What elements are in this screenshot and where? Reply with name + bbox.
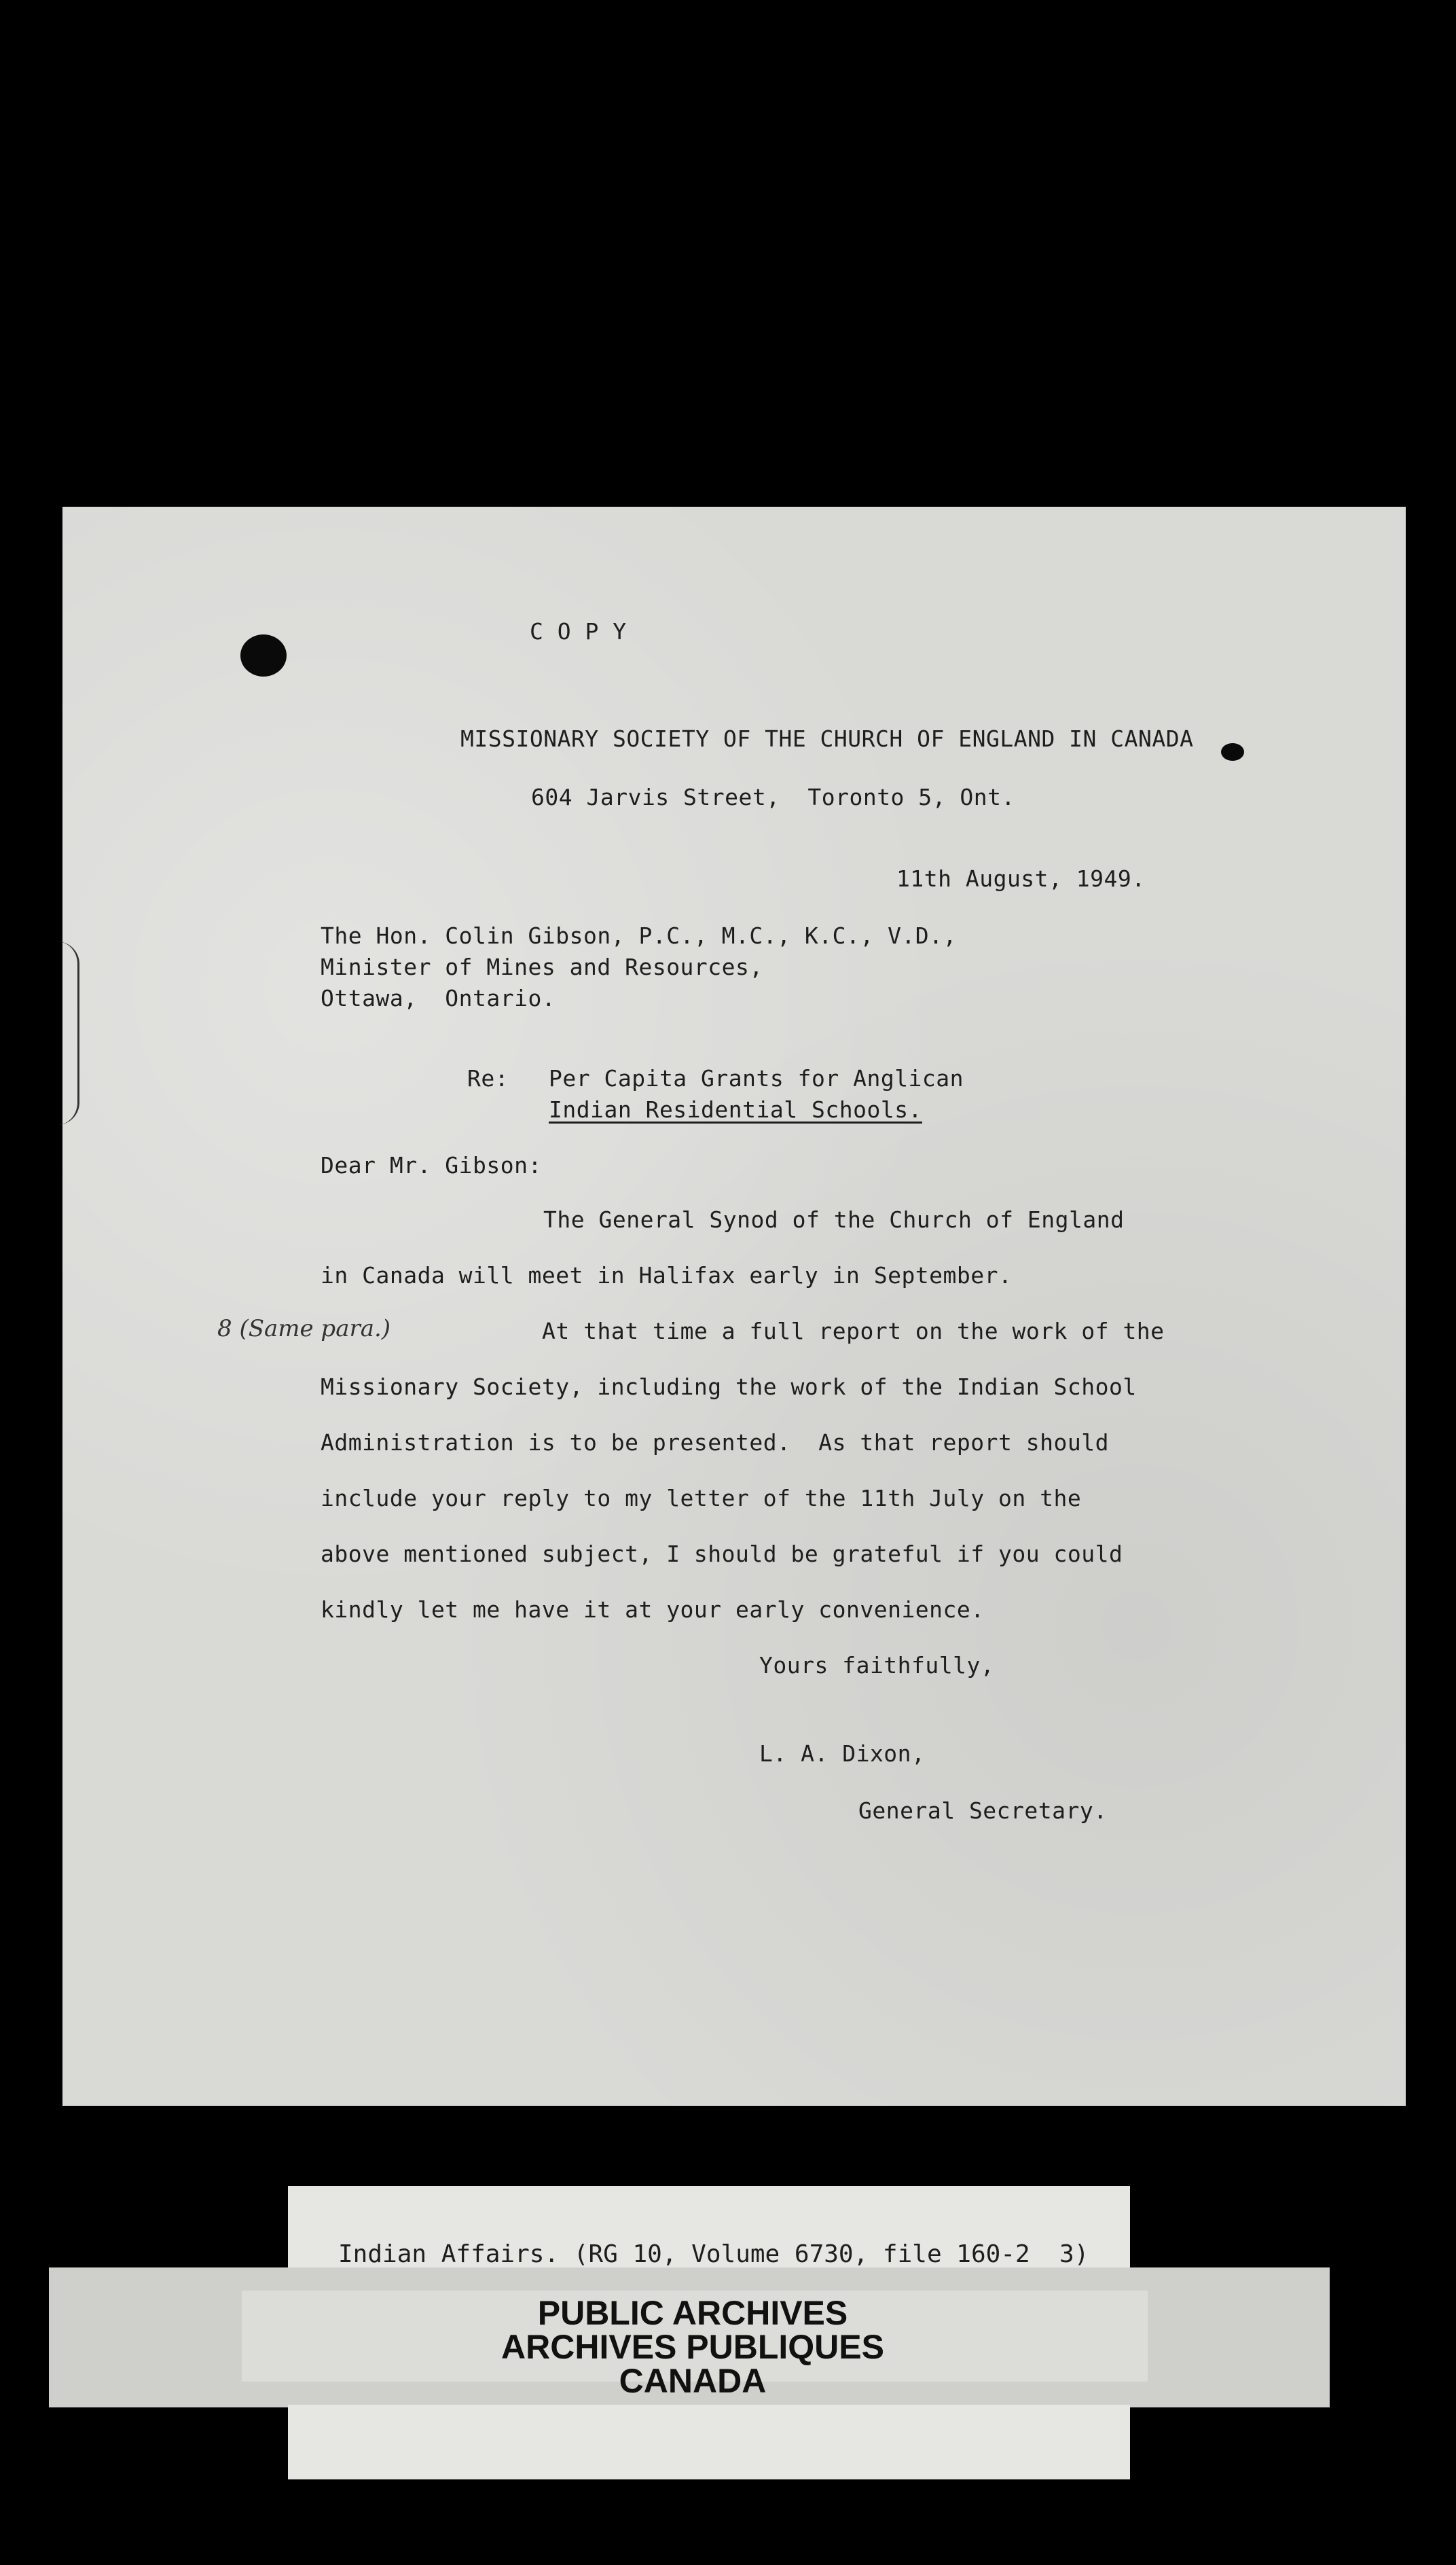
re-label: Re: <box>467 1065 509 1092</box>
copy-label: C O P Y <box>530 618 627 645</box>
letter-page <box>62 507 1406 2106</box>
body-line-4: Missionary Society, including the work of the Indian School <box>321 1374 1137 1400</box>
re-line-1: Per Capita Grants for Anglican <box>549 1065 964 1092</box>
ink-blot <box>240 634 287 677</box>
recipient-line-2: Minister of Mines and Resources, <box>321 954 763 980</box>
organization-name: MISSIONARY SOCIETY OF THE CHURCH OF ENGLAND IN CANADA <box>460 725 1194 752</box>
body-line-7: above mentioned subject, I should be grateful if you could <box>321 1541 1123 1567</box>
stamp-line-2: ARCHIVES PUBLIQUES <box>501 2328 884 2366</box>
signer-title: General Secretary. <box>858 1797 1108 1824</box>
margin-bracket-mark <box>57 941 79 1125</box>
stamp-line-3: CANADA <box>619 2362 767 2400</box>
signer-name: L. A. Dixon, <box>759 1740 926 1767</box>
archive-reference: Indian Affairs. (RG 10, Volume 6730, file 160-2 3) <box>338 2240 1089 2268</box>
body-line-3: At that time a full report on the work of the <box>542 1318 1165 1344</box>
body-line-2: in Canada will meet in Halifax early in September. <box>321 1262 1013 1289</box>
salutation: Dear Mr. Gibson: <box>321 1152 542 1179</box>
closing: Yours faithfully, <box>759 1652 995 1679</box>
handwritten-note: 8 (Same para.) <box>217 1315 391 1342</box>
stamp-line-1: PUBLIC ARCHIVES <box>537 2294 848 2332</box>
recipient-line-1: The Hon. Colin Gibson, P.C., M.C., K.C., V.D., <box>321 922 957 949</box>
letter-date: 11th August, 1949. <box>896 865 1146 892</box>
body-line-8: kindly let me have it at your early convenience. <box>321 1596 985 1623</box>
body-line-1: The General Synod of the Church of England <box>543 1206 1125 1233</box>
lower-label-strip <box>288 2405 1130 2479</box>
re-line-2: Indian Residential Schools. <box>549 1096 922 1123</box>
recipient-line-3: Ottawa, Ontario. <box>321 985 556 1011</box>
body-line-5: Administration is to be presented. As that report should <box>321 1429 1109 1456</box>
body-line-6: include your reply to my letter of the 11th July on the <box>321 1485 1082 1511</box>
organization-address: 604 Jarvis Street, Toronto 5, Ont. <box>531 784 1015 810</box>
ink-dot <box>1221 743 1244 761</box>
